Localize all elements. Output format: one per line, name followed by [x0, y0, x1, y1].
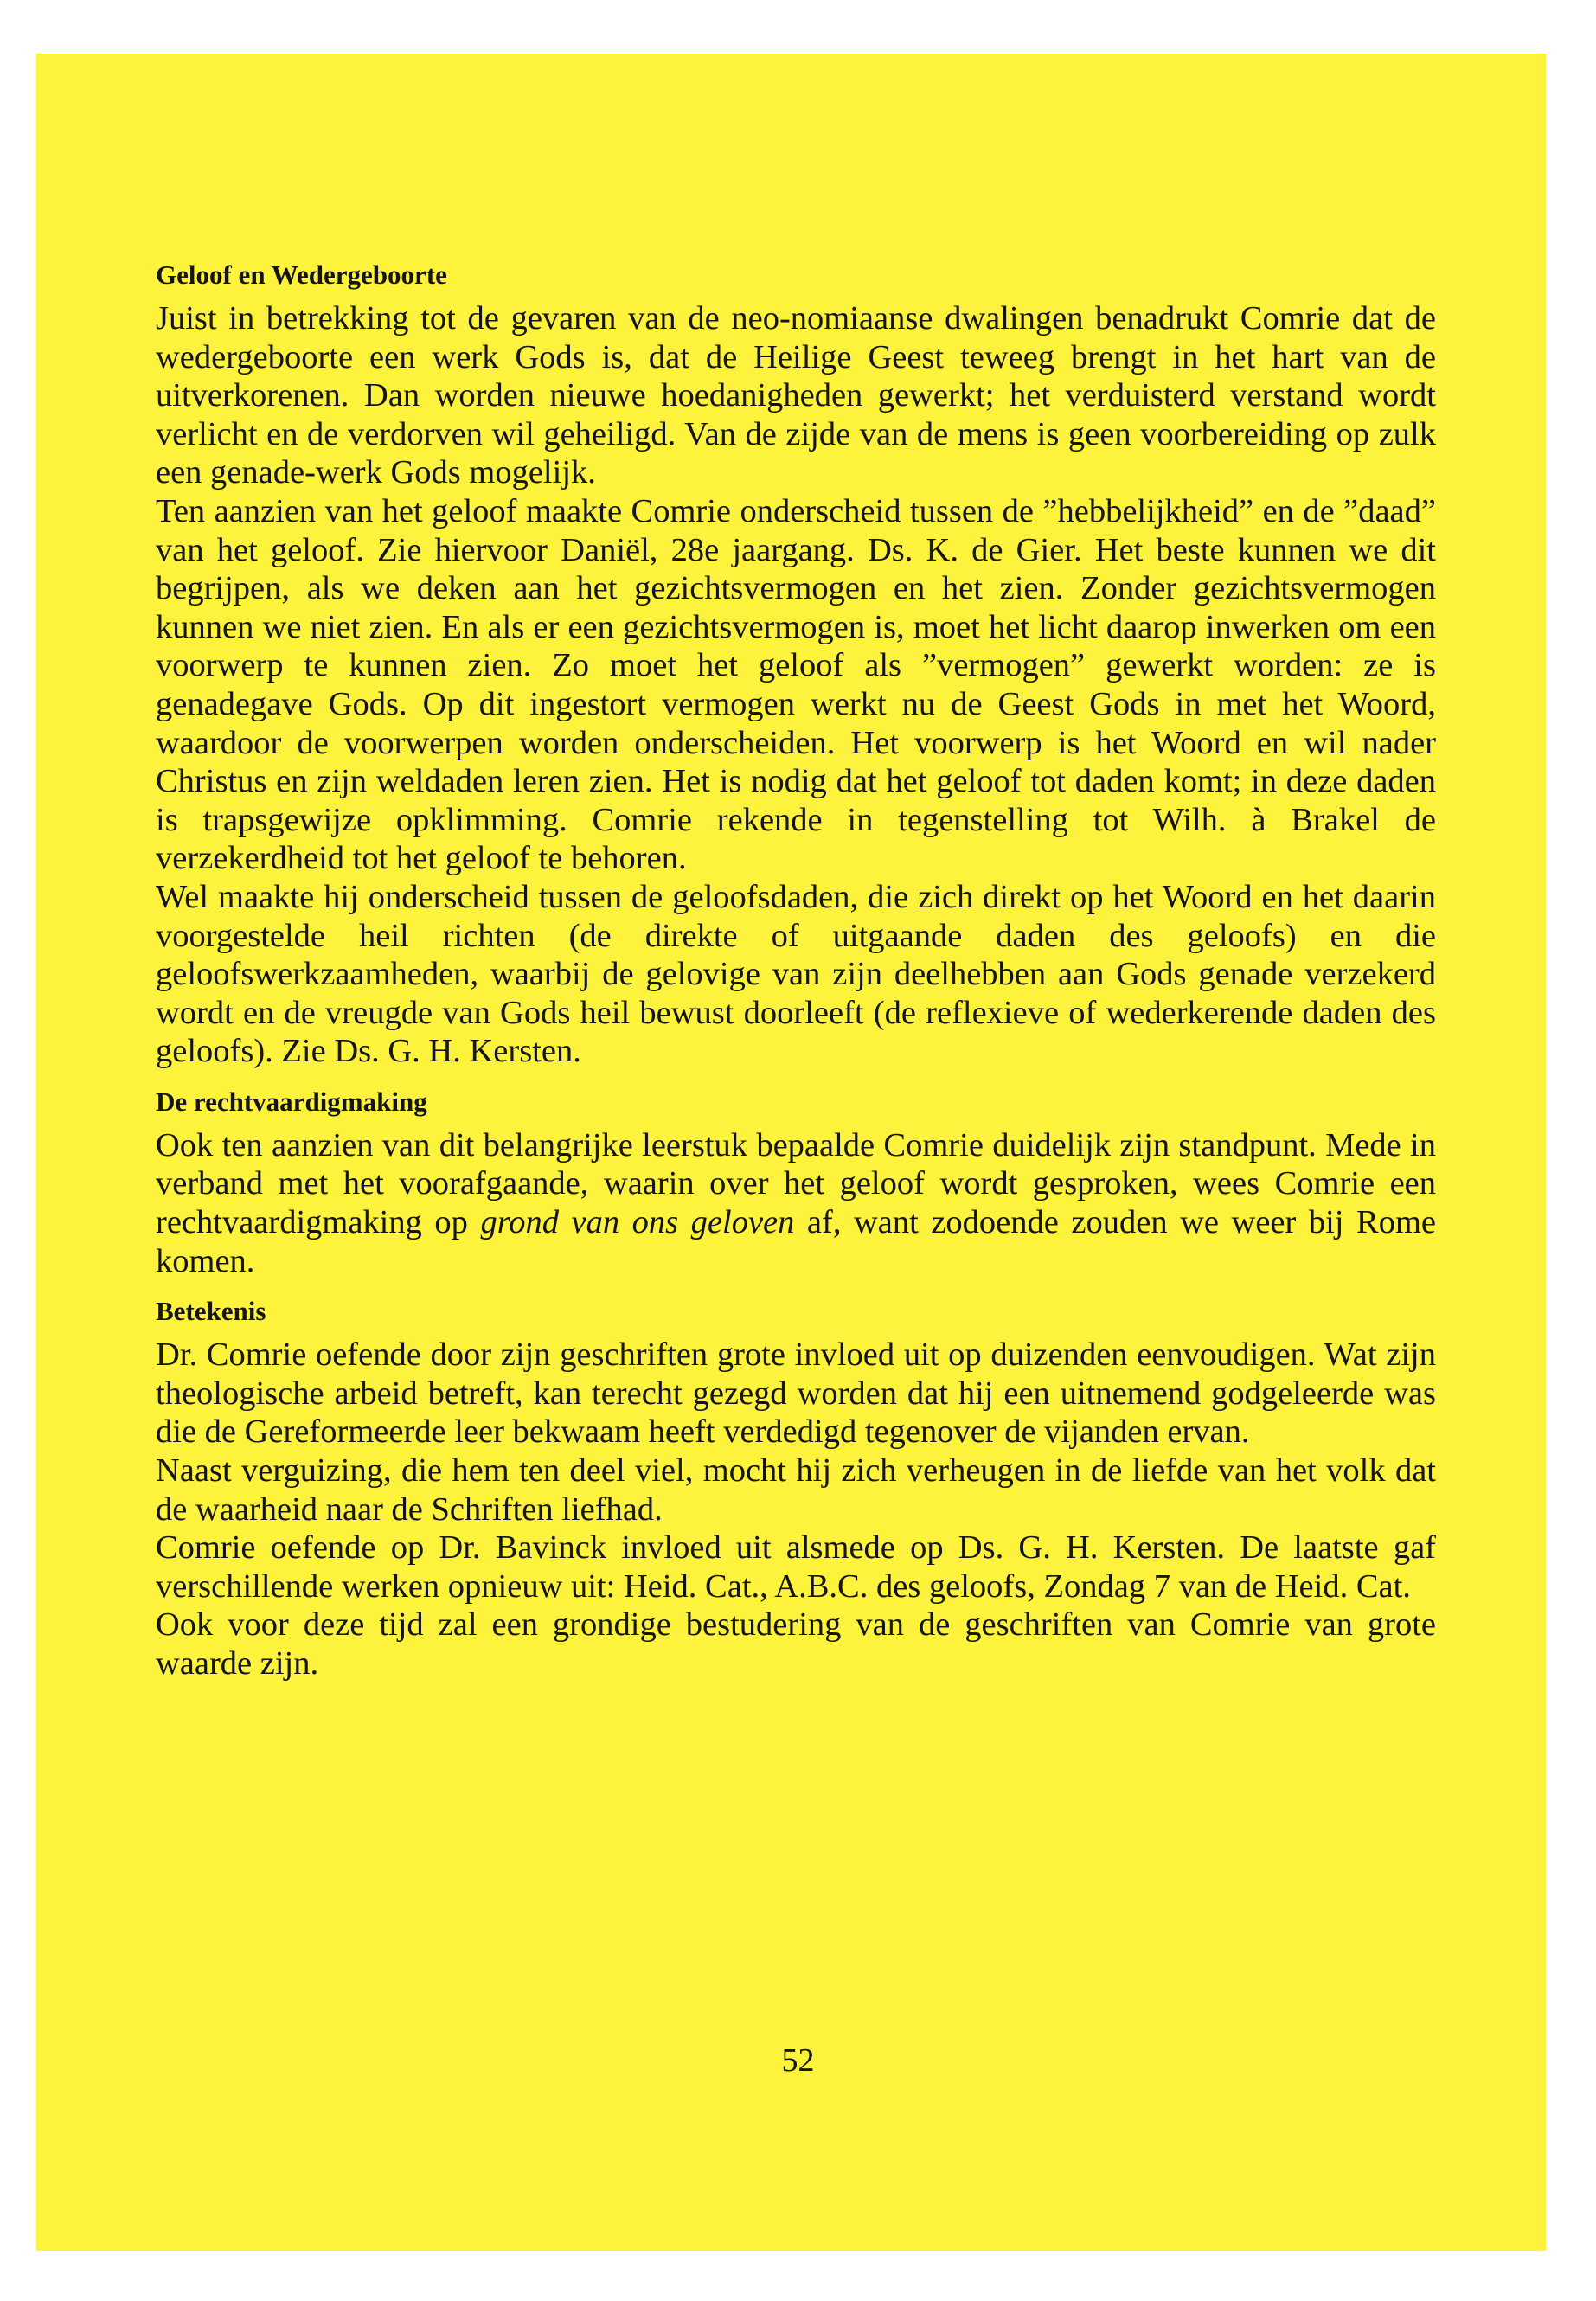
paragraph: Naast verguizing, die hem ten deel viel, mocht hij zich verheugen in de liefde van het volk dat de waarheid naar de Schriften liefhad. — [156, 1452, 1436, 1528]
paragraph: Wel maakte hij onderscheid tussen de geloofsdaden, die zich direkt op het Woord en het daarin voorgestelde heil richten (de direkte of uitgaande daden des geloofs) en die geloofswerkzaamheden, waarbij de gelovige van zijn deelhebben aan Gods genade verzekerd wordt en de vreugde van Gods heil bewust doorleeft (de reflexieve of wederkerende daden des geloofs). Zie Ds. G. H. Kersten. — [156, 878, 1436, 1070]
section-heading-geloof: Geloof en Wedergeboorte — [156, 260, 447, 290]
paragraph: Comrie oefende op Dr. Bavinck invloed uit alsmede op Ds. G. H. Kersten. De laatste gaf verschillende werken opnieuw uit: Heid. Cat., A.B.C. des geloofs, Zondag 7 van de Heid. Cat. — [156, 1529, 1436, 1605]
document-body — [156, 260, 1436, 1683]
section-heading-rechtvaardigmaking: De rechtvaardigmaking — [156, 1086, 427, 1117]
italic-phrase: grond van ons geloven — [480, 1204, 795, 1241]
page-number: 52 — [781, 2042, 815, 2079]
paragraph: Ook voor deze tijd zal een grondige bestudering van de geschriften van Comrie van grote waarde zijn. — [156, 1606, 1436, 1682]
paragraph: Ten aanzien van het geloof maakte Comrie onderscheid tussen de ”hebbelijkheid” en de ”daad” van het geloof. Zie hiervoor Daniël, 28e jaargang. Ds. K. de Gier. Het beste kunnen we dit begrijpen, als we deken aan het gezichtsvermogen en het zien. Zonder gezichtsvermogen kunnen we niet zien. En als er een gezichtsvermogen is, moet het licht daarop inwerken om een voorwerp te kunnen zien. Zo moet het geloof als ”vermogen” gewerkt worden: ze is genadegave Gods. Op dit ingestort vermogen werkt nu de Geest Gods in met het Woord, waardoor de voorwerpen worden onderscheiden. Het voorwerp is het Woord en wil nader Christus en zijn weldaden leren zien. Het is nodig dat het geloof tot daden komt; in deze daden is trapsgewijze opklimming. Comrie rekende in tegenstelling tot Wilh. à Brakel de verzekerdheid tot het geloof te behoren. — [156, 492, 1436, 877]
paragraph — [156, 1126, 1436, 1280]
paragraph-text: Ook ten aanzien van dit belangrijke leerstuk bepaalde Comrie duidelijk zijn standpunt. Mede in verband met het voorafgaande, waarin over het geloof wordt gesproken, wees Comrie een rechtvaardigmaking op — [156, 1126, 1436, 1241]
section-heading-betekenis: Betekenis — [156, 1296, 266, 1327]
paragraph-text: af, want zodoende zouden we weer bij Rome komen. — [156, 1204, 1436, 1279]
paragraph: Juist in betrekking tot de gevaren van de neo-nomiaanse dwalingen benadrukt Comrie dat de wedergeboorte een werk Gods is, dat de Heilige Geest teweeg brengt in het hart van de uitverkorenen. Dan worden nieuwe hoedanigheden gewerkt; het verduisterd verstand wordt verlicht en de verdorven wil geheiligd. Van de zijde van de mens is geen voorbereiding op zulk een genade-werk Gods mogelijk. — [156, 300, 1436, 491]
paragraph: Dr. Comrie oefende door zijn geschriften grote invloed uit op duizenden eenvoudigen. Wat zijn theologische arbeid betreft, kan terecht gezegd worden dat hij een uitnemend godgeleerde was die de Gereformeerde leer bekwaam heeft verdedigd tegenover de vijanden ervan. — [156, 1336, 1436, 1451]
